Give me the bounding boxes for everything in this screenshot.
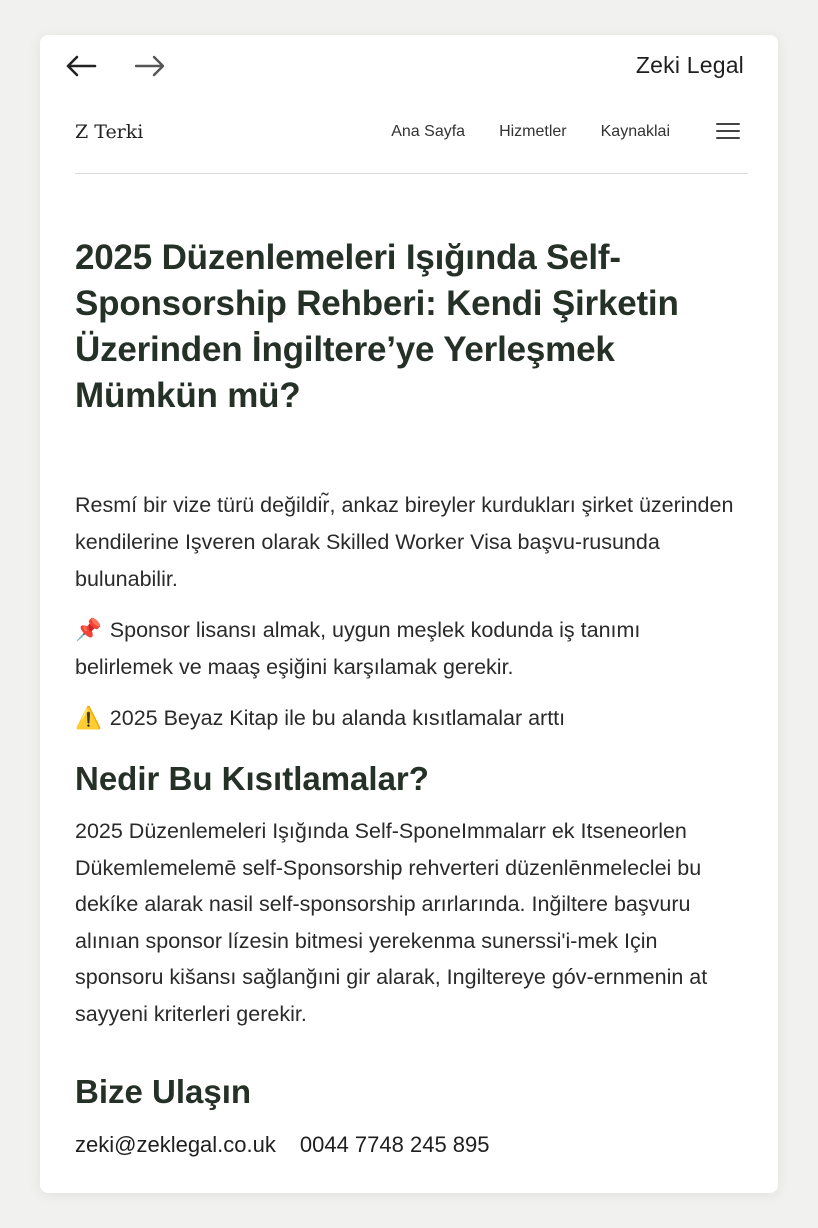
contact-info: [75, 1132, 740, 1158]
arrow-right-icon: [134, 54, 166, 78]
site-header: [75, 115, 748, 174]
forward-button[interactable]: [130, 49, 170, 83]
note-white-paper: [75, 700, 740, 737]
note-white-paper-text: 2025 Beyaz Kitap ile bu alanda kısıtlamalar arttı: [109, 706, 566, 730]
contact-title: Bize Ulaşın: [75, 1073, 252, 1110]
intro-paragraph: Resmí bir vize türü değildir̃, ankaz bireyler kurdukları şirket üzerinden kendilerine Işveren olarak Skilled Worker Visa başvu-rusunda bulunabilir.: [75, 493, 734, 591]
pushpin-icon: 📌: [75, 618, 102, 642]
menu-item-services[interactable]: Hizmetler: [499, 123, 567, 140]
warning-icon: ⚠️: [75, 706, 102, 730]
hamburger-menu-icon[interactable]: [716, 123, 740, 141]
section-title: Nedir Bu Kısıtlamalar?: [75, 760, 429, 797]
back-button[interactable]: [61, 49, 101, 83]
page-card: [40, 35, 778, 1193]
menu-item-home[interactable]: Ana Sayfa: [391, 123, 466, 140]
arrow-left-icon: [65, 54, 97, 78]
site-name: Zeki Legal: [635, 52, 744, 78]
browser-bar: [40, 35, 778, 95]
section-body: 2025 Düzenlemeleri Işığında Self-SponeImmalarr ek Itseneorlen Dükemlemelemē self-Sponsorship rehverteri düzenlēnmeleclei bu dekíke alarak nasil self-sponsorship arırlarında. Inğiltere başvuru alınıan sponsor lízesin bitmesi yerekenma sunerssi'i-mek Için sponsoru kišansı sağlanğıni gir alarak, Ingiltereye góv-ernmenin at sayyeni kriterleri gerekir.: [75, 819, 708, 1026]
note-sponsor-license: [75, 612, 740, 686]
main-menu: [391, 123, 670, 141]
article: [75, 235, 740, 1158]
article-title: 2025 Düzenlemeleri Işığında Self-Sponsorship Rehberi: Kendi Şirketin Üzerinden İngiltere’ye Yerleşmek Mümkün mü?: [75, 238, 679, 415]
logo[interactable]: Z Terki: [75, 121, 144, 143]
contact-email-link[interactable]: zeki@zeklegal.co.uk: [75, 1132, 276, 1157]
menu-item-resources[interactable]: Kaynaklai: [600, 123, 670, 140]
contact-phone-link[interactable]: 0044 7748 245 895: [299, 1132, 490, 1157]
note-sponsor-license-text: Sponsor lisansı almak, uygun meşlek kodunda iş tanımı belirlemek ve maaş eşiğini karşılamak gerekir.: [75, 618, 641, 679]
